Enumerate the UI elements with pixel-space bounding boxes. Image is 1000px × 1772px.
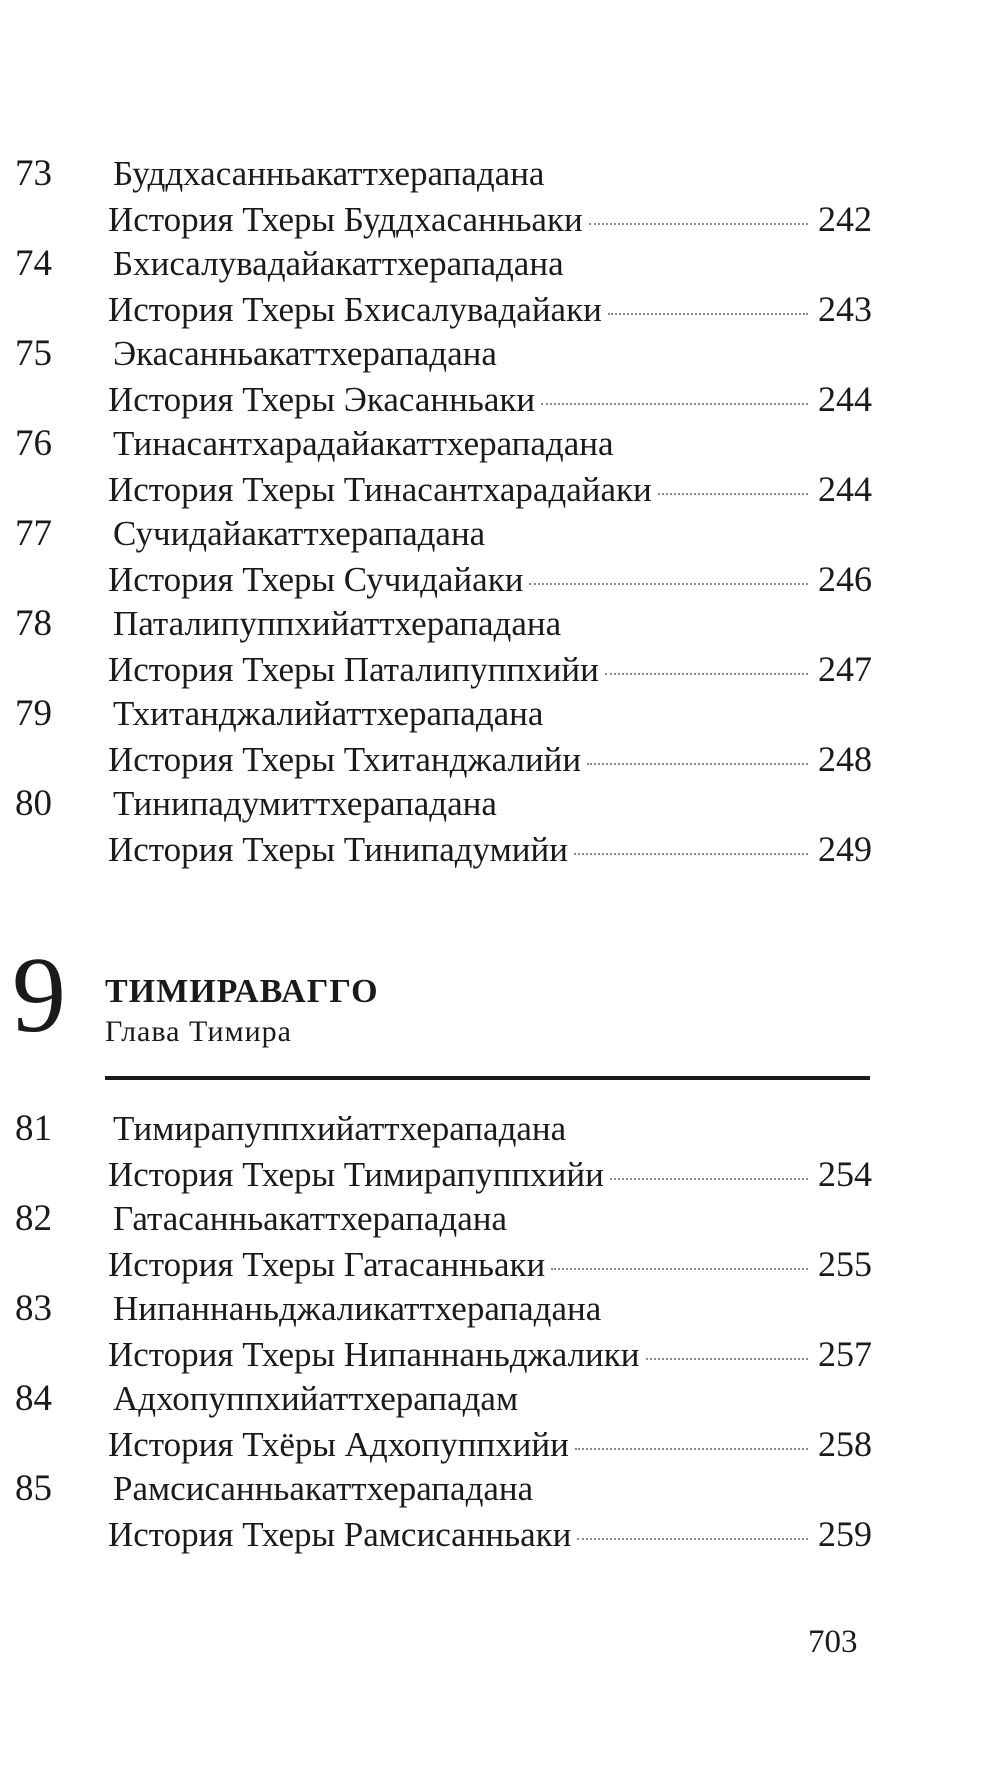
entry-number: 80 (15, 783, 52, 824)
folio-page-number: 703 (808, 1624, 858, 1660)
entry-page-number: 249 (818, 829, 872, 869)
entry-subtitle: История Тхеры Буддхасанньаки (108, 200, 583, 239)
dot-leader (551, 1242, 808, 1270)
entry-subtitle: История Тхеры Тимирапуппхийи (108, 1155, 604, 1194)
entry-subline (108, 557, 872, 601)
entry-title: Паталипуппхийаттхерападана (113, 604, 562, 643)
dot-leader (646, 1332, 808, 1360)
entry-subline (108, 287, 872, 331)
entry-number: 75 (15, 333, 52, 374)
entry-subtitle: История Тхеры Паталипуппхийи (108, 650, 599, 689)
entry-title: Тинасантхарадайакаттхерападана (113, 424, 614, 463)
entry-page-number: 259 (818, 1514, 872, 1554)
entry-number: 73 (15, 153, 52, 194)
entry-subline (108, 377, 872, 421)
chapter-number: 9 (12, 936, 66, 1055)
dot-leader (589, 197, 808, 225)
chapter-divider (105, 1076, 870, 1080)
entry-number: 81 (15, 1108, 52, 1149)
entry-title: Рамсисанньакаттхерападана (113, 1469, 534, 1508)
entry-page-number: 244 (818, 379, 872, 419)
chapter-heading (0, 936, 1000, 1100)
entry-number: 83 (15, 1288, 52, 1329)
entry-title: Бхисалувадайакаттхерападана (113, 244, 564, 283)
entry-number: 77 (15, 513, 52, 554)
dot-leader (587, 737, 808, 765)
dot-leader (574, 827, 808, 855)
entry-page-number: 243 (818, 289, 872, 329)
entry-subline (108, 1242, 872, 1286)
entry-page-number: 244 (818, 469, 872, 509)
dot-leader (610, 1152, 808, 1180)
entry-subtitle: История Тхеры Тинипадумийи (108, 830, 568, 869)
dot-leader (605, 647, 808, 675)
entry-page-number: 248 (818, 739, 872, 779)
dot-leader (575, 1422, 808, 1450)
entry-title: Экасанньакаттхерападана (113, 334, 497, 373)
entry-title: Сучидайакаттхерападана (113, 514, 486, 553)
entry-page-number: 247 (818, 649, 872, 689)
entry-page-number: 246 (818, 559, 872, 599)
entry-title: Адхопуппхийаттхерападам (113, 1379, 519, 1418)
entry-subline (108, 1332, 872, 1376)
entry-subtitle: История Тхеры Тхитанджалийи (108, 740, 582, 779)
entry-title: Тинипадумиттхерападана (113, 784, 497, 823)
entry-subline (108, 197, 872, 241)
entry-subtitle: История Тхеры Гатасанньаки (108, 1245, 546, 1284)
entry-subtitle: История Тхёры Адхопуппхийи (108, 1425, 569, 1464)
entry-title: Гатасанньакаттхерападана (113, 1199, 508, 1238)
entry-subtitle: История Тхеры Рамсисанньаки (108, 1515, 572, 1554)
entry-subtitle: История Тхеры Бхисалувадайаки (108, 290, 602, 329)
entry-subline (108, 737, 872, 781)
entry-subtitle: История Тхеры Тинасантхарадайаки (108, 470, 652, 509)
entry-number: 79 (15, 693, 52, 734)
entry-page-number: 254 (818, 1154, 872, 1194)
dot-leader (608, 287, 808, 315)
dot-leader (541, 377, 808, 405)
entry-number: 82 (15, 1198, 52, 1239)
chapter-subtitle: Глава Тимира (105, 1015, 292, 1048)
entry-subtitle: История Тхеры Сучидайаки (108, 560, 524, 599)
entry-subline (108, 467, 872, 511)
entry-title: Тимирапуппхийаттхерападана (113, 1109, 567, 1148)
entry-subtitle: История Тхеры Экасанньаки (108, 380, 536, 419)
entry-page-number: 255 (818, 1244, 872, 1284)
entry-title: Буддхасанньакаттхерападана (113, 154, 545, 193)
entry-subline (108, 647, 872, 691)
entry-title: Нипаннаньджаликаттхерападана (113, 1289, 602, 1328)
entry-number: 74 (15, 243, 52, 284)
entry-subline (108, 1422, 872, 1466)
entry-number: 85 (15, 1468, 52, 1509)
entry-page-number: 258 (818, 1424, 872, 1464)
entry-page-number: 257 (818, 1334, 872, 1374)
entry-number: 84 (15, 1378, 52, 1419)
entry-number: 78 (15, 603, 52, 644)
entry-subline (108, 1512, 872, 1556)
entry-subtitle: История Тхеры Нипаннаньджалики (108, 1335, 640, 1374)
entry-title: Тхитанджалийаттхерападана (113, 694, 544, 733)
entry-subline (108, 1152, 872, 1196)
entry-page-number: 242 (818, 199, 872, 239)
entry-number: 76 (15, 423, 52, 464)
dot-leader (577, 1512, 808, 1540)
dot-leader (658, 467, 808, 495)
chapter-title: ТИМИРАВАГГО (105, 973, 379, 1010)
dot-leader (529, 557, 808, 585)
toc-entry (0, 782, 1000, 962)
entry-subline (108, 827, 872, 871)
